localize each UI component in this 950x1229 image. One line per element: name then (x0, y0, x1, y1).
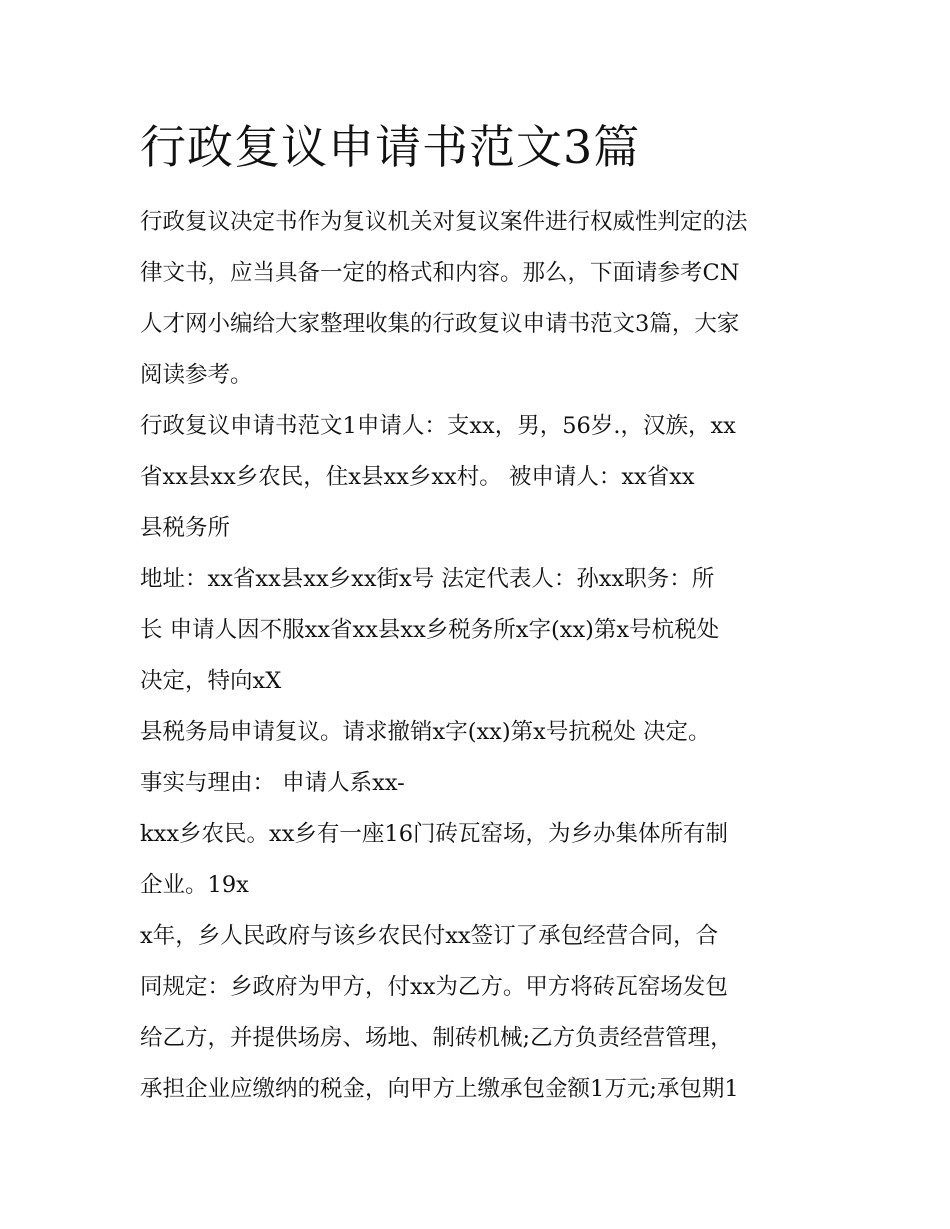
body-line: 同规定：乡政府为甲方，付xx为乙方。甲方将砖瓦窑场发包 (140, 974, 728, 1000)
body-line: 事实与理由： 申请人系xx- (140, 770, 405, 796)
body-line: 决定，特向xX (140, 668, 282, 694)
body-line: 阅读参考。 (140, 362, 253, 388)
document-title: 行政复议申请书范文3篇 (140, 120, 641, 174)
body-line: kxx乡农民。xx乡有一座16门砖瓦窑场，为乡办集体所有制 (140, 821, 729, 847)
body-line: 地址：xx省xx县xx乡xx街x号 法定代表人：孙xx职务：所 (140, 566, 715, 592)
body-line: 行政复议申请书范文1申请人：支xx，男，56岁.，汉族，xx (140, 413, 736, 439)
body-line: 县税务局申请复议。请求撤销x字(xx)第x号抗税处 决定。 (140, 719, 711, 745)
body-line: 县税务所 (140, 515, 231, 541)
body-line: 人才网小编给大家整理收集的行政复议申请书范文3篇，大家 (140, 311, 740, 337)
body-line: x年，乡人民政府与该乡农民付xx签订了承包经营合同，合 (140, 923, 719, 949)
body-line: 律文书，应当具备一定的格式和内容。那么，下面请参考CN (140, 260, 740, 286)
body-line: 企业。19x (140, 872, 249, 898)
body-line: 承担企业应缴纳的税金，向甲方上缴承包金额1万元;承包期1 (140, 1076, 739, 1102)
body-line: 行政复议决定书作为复议机关对复议案件进行权威性判定的法 (140, 209, 748, 235)
document-body (140, 197, 820, 1115)
body-line: 长 申请人因不服xx省xx县xx乡税务所x字(xx)第x号杭税处 (140, 617, 720, 643)
body-line: 给乙方，并提供场房、场地、制砖机械;乙方负责经营管理， (140, 1025, 733, 1051)
body-line: 省xx县xx乡农民，住x县xx乡xx村。 被申请人：xx省xx (140, 464, 695, 490)
